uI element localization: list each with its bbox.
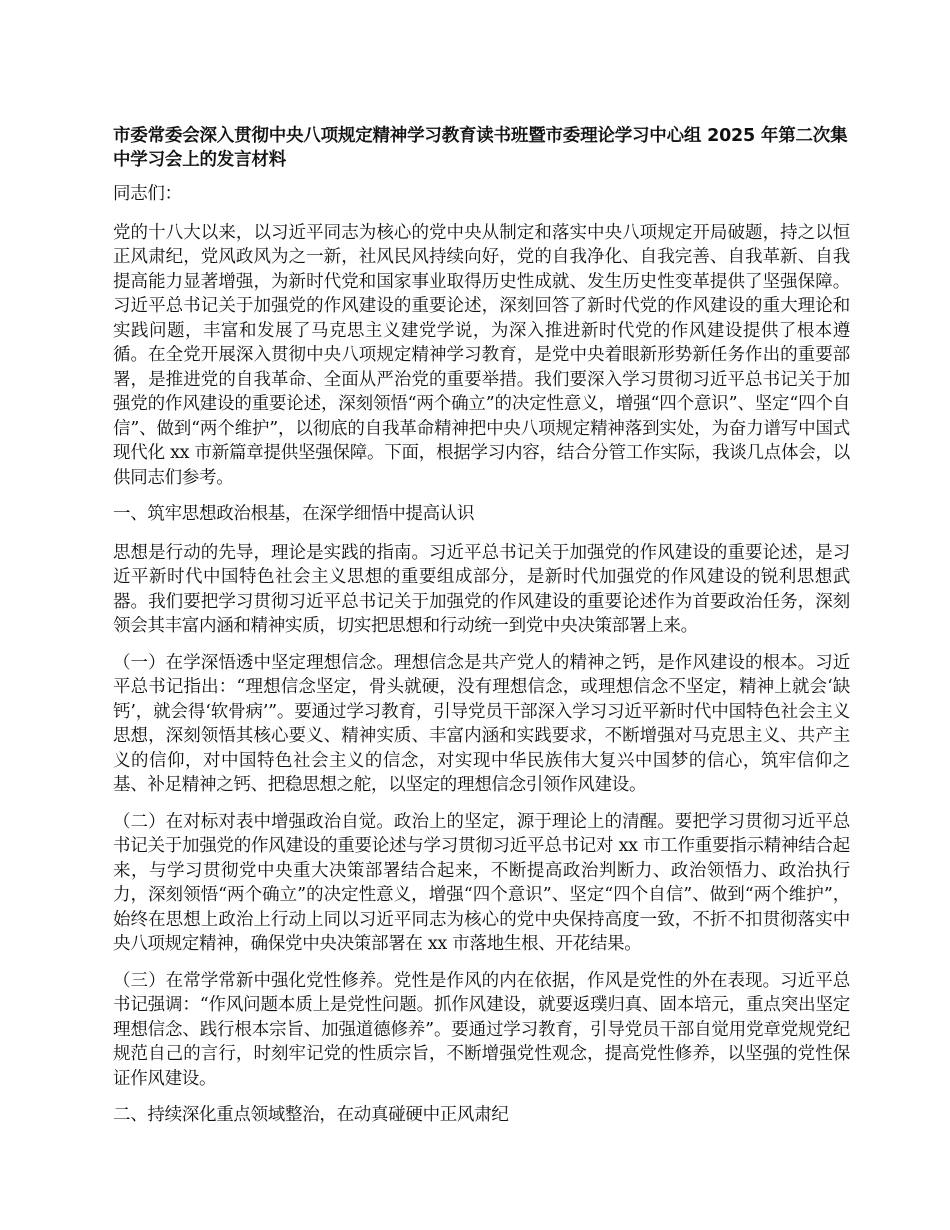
subsection-1-3: （三）在常学常新中强化党性修养。党性是作风的内在依据，作风是党性的外在表现。习近平总书记强调：“作风问题本质上是党性问题。抓作风建设，就要返璞归真、固本培元，重点突出坚定理想信念、践行根本宗旨、加强道德修养”。要通过学习教育，引导党员干部自觉用党章党规党纪规范自己的言行，时刻牢记党的性质宗旨，不断增强党性观念，提高党性修养，以坚强的党性保证作风建设。	[113, 970, 850, 1089]
section-heading-2: 二、持续深化重点领域整治，在动真碰硬中正风肃纪	[113, 1105, 509, 1125]
subsection-1-2: （二）在对标对表中增强政治自觉。政治上的坚定，源于理论上的清醒。要把学习贯彻习近平总书记关于加强党的作风建设的重要论述与学习贯彻习近平总书记对 xx 市工作重要指示精神结合起来，与学习贯彻党中央重大决策部署结合起来，不断提高政治判断力、政治领悟力、政治执行力，深刻领悟“两个确立”的决定性意义，增强“四个意识”、坚定“四个自信”、做到“两个维护”，始终在思想上政治上行动上同以习近平同志为核心的党中央保持高度一致，不折不扣贯彻落实中央八项规定精神，确保党中央决策部署在 xx 市落地生根、开花结果。	[113, 811, 850, 954]
section-1-intro: 思想是行动的先导，理论是实践的指南。习近平总书记关于加强党的作风建设的重要论述，是习近平新时代中国特色社会主义思想的重要组成部分，是新时代加强党的作风建设的锐利思想武器。我们要把学习贯彻习近平总书记关于加强党的作风建设的重要论述作为首要政治任务，深刻领会其丰富内涵和精神实质，切实把思想和行动统一到党中央决策部署上来。	[113, 542, 850, 636]
section-heading-1: 一、筑牢思想政治根基，在深学细悟中提高认识	[113, 504, 475, 524]
document-page	[113, 124, 850, 1142]
document-title: 市委常委会深入贯彻中央八项规定精神学习教育读书班暨市委理论学习中心组 2025 年第二次集中学习会上的发言材料	[113, 126, 848, 170]
subsection-1-1: （一）在学深悟透中坚定理想信念。理想信念是共产党人的精神之钙，是作风建设的根本。习近平总书记指出：“理想信念坚定，骨头就硬，没有理想信念，或理想信念不坚定，精神上就会‘缺钙’，就会得‘软骨病’”。要通过学习教育，引导党员干部深入学习习近平新时代中国特色社会主义思想，深刻领悟其核心要义、精神实质、丰富内涵和实践要求，不断增强对马克思主义、共产主义的信仰，对中国特色社会主义的信念，对实现中华民族伟大复兴中国梦的信心，筑牢信仰之基、补足精神之钙、把稳思想之舵，以坚定的理想信念引领作风建设。	[113, 652, 850, 795]
salutation: 同志们：	[113, 184, 182, 204]
intro-paragraph: 党的十八大以来，以习近平同志为核心的党中央从制定和落实中央八项规定开局破题，持之以恒正风肃纪，党风政风为之一新，社风民风持续向好，党的自我净化、自我完善、自我革新、自我提高能力显著增强，为新时代党和国家事业取得历史性成就、发生历史性变革提供了坚强保障。习近平总书记关于加强党的作风建设的重要论述，深刻回答了新时代党的作风建设的重大理论和实践问题，丰富和发展了马克思主义建党学说，为深入推进新时代党的作风建设提供了根本遵循。在全党开展深入贯彻中央八项规定精神学习教育，是党中央着眼新形势新任务作出的重要部署，是推进党的自我革命、全面从严治党的重要举措。我们要深入学习贯彻习近平总书记关于加强党的作风建设的重要论述，深刻领悟“两个确立”的决定性意义，增强“四个意识”、坚定“四个自信”、做到“两个维护”，以彻底的自我革命精神把中央八项规定精神落到实处，为奋力谱写中国式现代化 xx 市新篇章提供坚强保障。下面，根据学习内容，结合分管工作实际，我谈几点体会，以供同志们参考。	[113, 222, 850, 488]
